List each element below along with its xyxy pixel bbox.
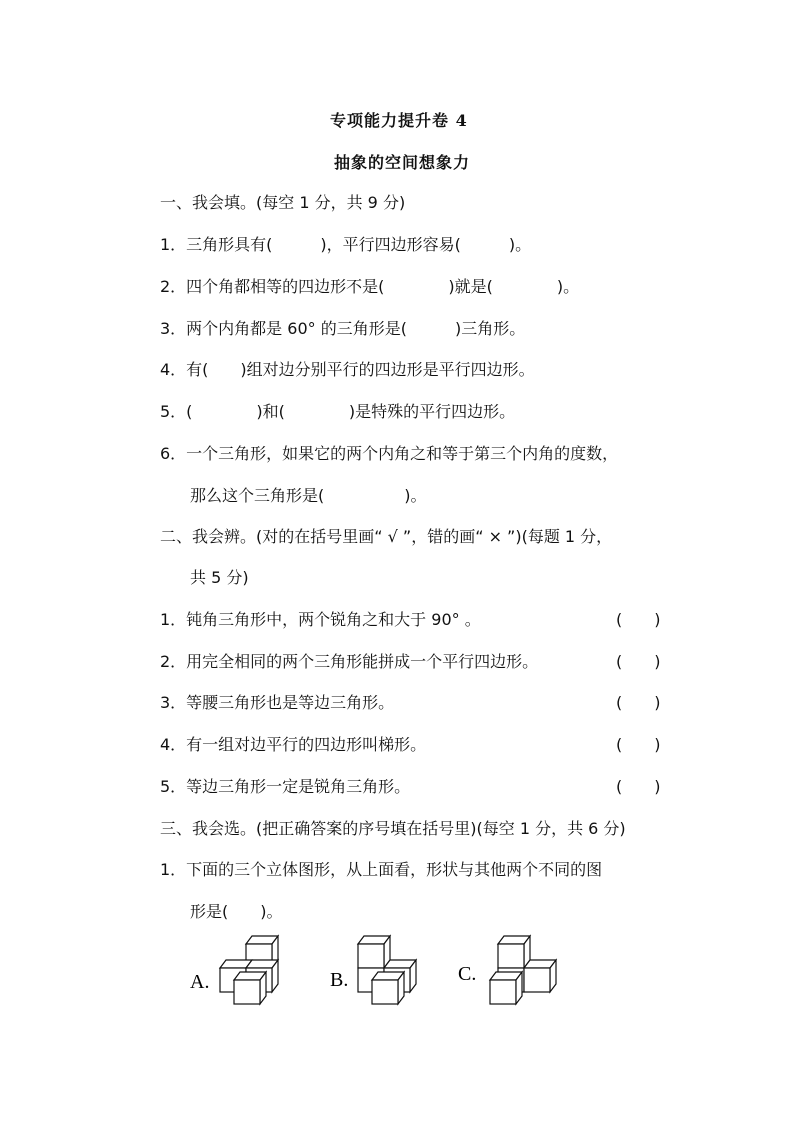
option-a-cubes [188,930,288,1010]
choice-item-1-line1: 1．下面的三个立体图形，从上面看，形状与其他两个不同的图 [160,860,603,879]
fill-item-4: 4．有( )组对边分别平行的四边形是平行四边形。 [160,360,535,379]
judge-answer-2: ( ) [616,652,661,671]
section2-heading: 二、我会辨。(对的在括号里画“ √ ”，错的画“ × ”)(每题 1 分， [160,527,613,546]
section3-heading: 三、我会选。(把正确答案的序号填在括号里)(每空 1 分，共 6 分) [160,819,626,838]
fill-item-6-line1: 6．一个三角形，如果它的两个内角之和等于第三个内角的度数， [160,444,619,463]
option-b-cubes [328,930,428,1010]
judge-item-4: 4．有一组对边平行的四边形叫梯形。 [160,735,427,754]
section2-heading-cont: 共 5 分) [190,568,249,587]
judge-item-5: 5．等边三角形一定是锐角三角形。 [160,777,411,796]
option-b-label: B. [330,969,349,991]
judge-answer-3: ( ) [616,693,661,712]
page-title: 专项能力提升卷 4 [330,111,468,130]
judge-answer-1: ( ) [616,610,661,629]
fill-item-6-line2: 那么这个三角形是( )。 [190,486,427,505]
page-subtitle: 抽象的空间想象力 [334,153,471,172]
option-c [456,930,566,1010]
judge-answer-5: ( ) [616,777,661,796]
fill-item-3: 3．两个内角都是 60° 的三角形是( )三角形。 [160,319,526,338]
judge-item-1: 1．钝角三角形中，两个锐角之和大于 90° 。 [160,610,481,629]
option-c-cubes [456,930,566,1010]
choice-item-1-line2: 形是( )。 [190,902,283,921]
option-a [188,930,288,1010]
fill-item-5: 5．( )和( )是特殊的平行四边形。 [160,402,516,421]
option-a-label: A. [190,971,210,993]
fill-item-2: 2．四个角都相等的四边形不是( )就是( )。 [160,277,580,296]
judge-answer-4: ( ) [616,735,661,754]
judge-item-3: 3．等腰三角形也是等边三角形。 [160,693,395,712]
section1-heading: 一、我会填。(每空 1 分，共 9 分) [160,193,406,212]
judge-item-2: 2．用完全相同的两个三角形能拼成一个平行四边形。 [160,652,539,671]
option-c-label: C. [458,963,477,985]
fill-item-1: 1．三角形具有( )，平行四边形容易( )。 [160,235,532,254]
option-b [328,930,428,1010]
